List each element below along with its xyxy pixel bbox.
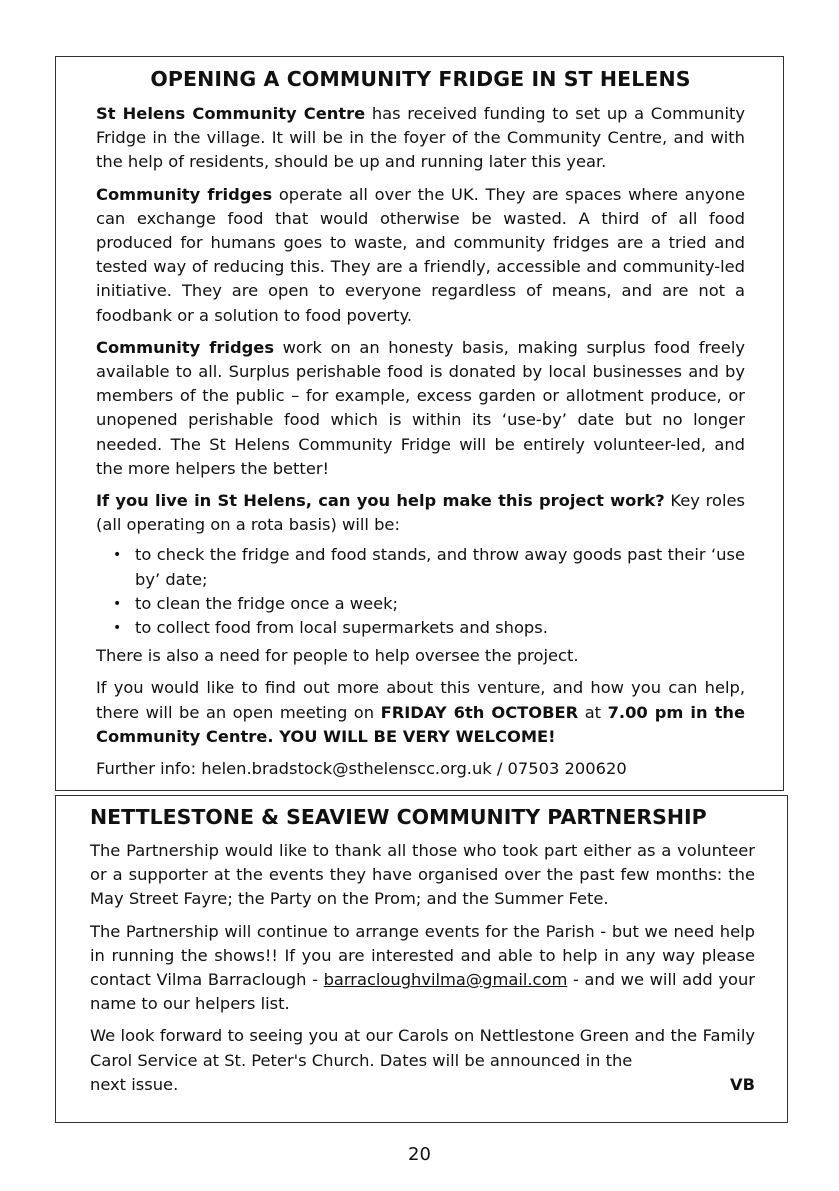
email-link[interactable]: barracloughvilma@gmail.com bbox=[323, 970, 568, 990]
meeting-time-place: 7.00 pm in the Community Centre. YOU WILL BE VERY WELCOME! bbox=[96, 702, 746, 746]
list-item bbox=[96, 543, 745, 591]
partnership-p2-text: The Partnership will continue to arrange events for the Parish - but we need help in running the shows!! If you are interested and able to help in any way please contact Vilma Barraclough - bbox=[90, 921, 755, 990]
role-text: to check the fridge and food stands, and throw away goods past their ‘use by’ date; bbox=[135, 545, 745, 589]
fridge-p3-bold: Community fridges bbox=[96, 337, 275, 357]
fridge-article-title: OPENING A COMMUNITY FRIDGE IN ST HELENS bbox=[150, 67, 691, 91]
fridge-p6-text: If you would like to find out more about this venture, and how you can help, there will be an open meeting on bbox=[96, 678, 745, 722]
fridge-paragraph-3 bbox=[96, 336, 745, 481]
fridge-paragraph-4 bbox=[96, 489, 745, 537]
partnership-p3-end: next issue. bbox=[90, 1074, 179, 1094]
partnership-paragraph-1: The Partnership would like to thank all those who took part either as a volunteer or a supporter at the events they have organised over the past few months: the May Street Fayre; the Party on the Prom; and the Summer Fete. bbox=[90, 841, 755, 909]
fridge-p3-text: work on an honesty basis, making surplus food freely available to all. Surplus perishable food is donated by local businesses and by members of the public – for example, excess garden or allotment produce, or unopened perishable food which is within its ‘use-by’ date but no longer needed. The St Helens Community Fridge will be entirely volunteer-led, and the more helpers the better! bbox=[96, 337, 745, 478]
further-info: Further info: helen.bradstock@sthelenscc.org.uk / 07503 200620 bbox=[96, 759, 627, 779]
fridge-paragraph-5: There is also a need for people to help oversee the project. bbox=[96, 646, 579, 666]
fridge-paragraph-2 bbox=[96, 183, 745, 328]
role-text: to collect food from local supermarkets and shops. bbox=[135, 618, 548, 638]
bullet-icon: • bbox=[113, 547, 122, 564]
list-item bbox=[96, 616, 745, 640]
fridge-p4-bold: If you live in St Helens, can you help make this project work? bbox=[96, 491, 665, 511]
fridge-p2-bold: Community fridges bbox=[96, 184, 273, 204]
partnership-paragraph-2 bbox=[90, 920, 755, 1017]
author-signature: VB bbox=[729, 1074, 755, 1094]
community-fridge-article bbox=[55, 56, 784, 791]
fridge-paragraph-6 bbox=[96, 676, 745, 749]
fridge-p1-bold: St Helens Community Centre bbox=[96, 104, 366, 123]
page-number: 20 bbox=[408, 1144, 431, 1165]
community-partnership-article bbox=[55, 795, 788, 1123]
bullet-icon: • bbox=[113, 595, 122, 612]
key-roles-list bbox=[96, 543, 745, 640]
partnership-p2-text-end: - and we will add your name to our helpers list. bbox=[90, 970, 755, 1014]
role-text: to clean the fridge once a week; bbox=[135, 593, 399, 613]
fridge-paragraph-1 bbox=[96, 102, 745, 175]
fridge-p4-text: Key roles (all operating on a rota basis) will be: bbox=[96, 491, 745, 535]
fridge-p1-text: has received funding to set up a Community Fridge in the village. It will be in the foyer of the Community Centre, and with the help of residents, should be up and running later this year. bbox=[96, 104, 745, 172]
partnership-paragraph-3: We look forward to seeing you at our Carols on Nettlestone Green and the Family Carol Service at St. Peter's Church. Dates will be announced in the bbox=[90, 1026, 755, 1070]
signature-row bbox=[90, 1073, 755, 1097]
partnership-article-title: NETTLESTONE & SEAVIEW COMMUNITY PARTNERSHIP bbox=[90, 805, 707, 829]
fridge-p2-text: operate all over the UK. They are spaces where anyone can exchange food that would otherwise be wasted. A third of all food produced for humans goes to waste, and community fridges are a tried and tested way of reducing this. They are a friendly, accessible and community-led initiative. They are open to everyone regardless of means, and are not a foodbank or a solution to food poverty. bbox=[96, 184, 745, 325]
fridge-p6-at: at bbox=[578, 702, 608, 722]
meeting-day: FRIDAY 6th OCTOBER bbox=[380, 702, 579, 722]
list-item bbox=[96, 592, 745, 616]
bullet-icon: • bbox=[113, 620, 122, 637]
